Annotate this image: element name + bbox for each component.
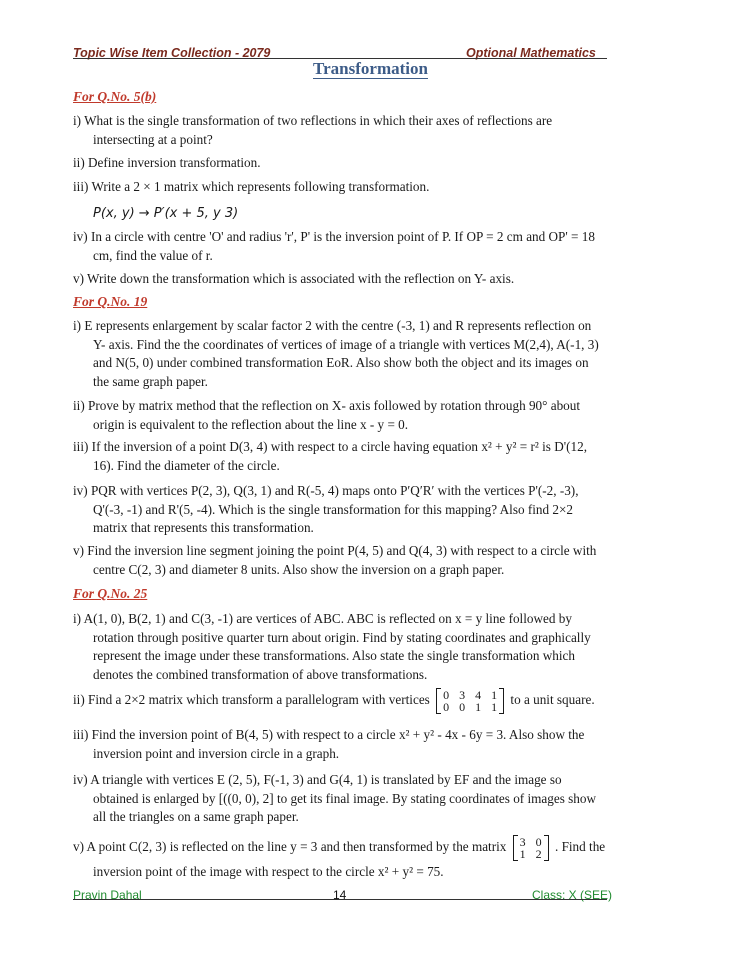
footer-rule <box>73 899 607 900</box>
question-25-iii: iii) Find the inversion point of B(4, 5) with respect to a circle x² + y² - 4x - 6y = 3. Also show the inversion point and inversion circle in a graph. <box>73 727 585 761</box>
question-25-ii: ii) Find a 2×2 matrix which transform a parallelogram with vertices 0 3 4 1 0 0 1 1 to a unit square. <box>73 688 595 714</box>
transform-matrix: 3 0 1 2 <box>513 835 549 861</box>
question-25-i: i) A(1, 0), B(2, 1) and C(3, -1) are vertices of ABC. ABC is reflected on x = y line followed by rotation through positive quarter turn about origin. Find by stating coordinates and graphically represent the image under these transformations. Also state the single transformation which denotes the combined transformation of above transformations. <box>73 611 591 682</box>
section-heading-25: For Q.No. 25 <box>73 586 148 601</box>
footer-class: Class: X (SEE) <box>532 888 613 902</box>
page-title: Transformation <box>313 59 428 78</box>
header-right: Optional Mathematics <box>466 46 596 60</box>
parallelogram-matrix: 0 3 4 1 0 0 1 1 <box>436 688 504 714</box>
question-25-iv: iv) A triangle with vertices E (2, 5), F(-1, 3) and G(4, 1) is translated by EF and the image so obtained is enlarged by [((0, 0), 2] to get its final image. By stating coordinates of images show all the triangles on a same graph paper. <box>73 772 596 824</box>
question-5b-iii: iii) Write a 2 × 1 matrix which represents following transformation. P(x, y) → P′(x + 5, y 3) <box>73 179 430 221</box>
footer-page-number: 14 <box>333 888 347 902</box>
question-19-iii: iii) If the inversion of a point D(3, 4) with respect to a circle having equation x² + y² = r² is D'(12, 16). Find the diameter of the circle. <box>73 439 587 473</box>
question-25-v: v) A point C(2, 3) is reflected on the line y = 3 and then transformed by the matrix 3 0 1 2 . Find the inversion point of the image with respect to the circle x² + y² = 75. <box>73 835 606 879</box>
question-5b-iv: iv) In a circle with centre 'O' and radius 'r', P' is the inversion point of P. If OP = 2 cm and OP' = 18 cm, find the value of r. <box>73 229 595 263</box>
question-5b-ii: ii) Define inversion transformation. <box>73 155 261 170</box>
question-19-i: i) E represents enlargement by scalar factor 2 with the centre (-3, 1) and R represents reflection on Y- axis. Find the the coordinates of vertices of image of a triangle with vertices M(2,4), A(-1, 3) and N(5, 0) under combined transformation EoR. Also show both the object and its images on the same graph paper. <box>73 318 599 389</box>
question-19-v: v) Find the inversion line segment joining the point P(4, 5) and Q(4, 3) with respect to a circle with centre C(2, 3) and diameter 8 units. Also show the inversion on a graph paper. <box>73 543 597 577</box>
section-heading-5b: For Q.No. 5(b) <box>73 89 157 104</box>
question-5b-v: v) Write down the transformation which is associated with the reflection on Y- axis. <box>73 271 515 286</box>
question-19-iv: iv) PQR with vertices P(2, 3), Q(3, 1) and R(-5, 4) maps onto P′Q′R′ with the vertices P'(-2, -3), Q'(-3, -1) and R'(5, -4). Which is the single transformation for this mapping? Also find 2×2 matrix that represents this transformation. <box>73 483 579 535</box>
question-19-ii: ii) Prove by matrix method that the reflection on X- axis followed by rotation through 90° about origin is equivalent to the reflection about the line x - y = 0. <box>73 398 581 432</box>
footer-author: Pravin Dahal <box>73 888 142 902</box>
section-heading-19: For Q.No. 19 <box>73 294 148 309</box>
header-left: Topic Wise Item Collection - 2079 <box>73 46 271 60</box>
question-5b-i: i) What is the single transformation of two reflections in which their axes of reflections are intersecting at a point? <box>73 113 553 147</box>
